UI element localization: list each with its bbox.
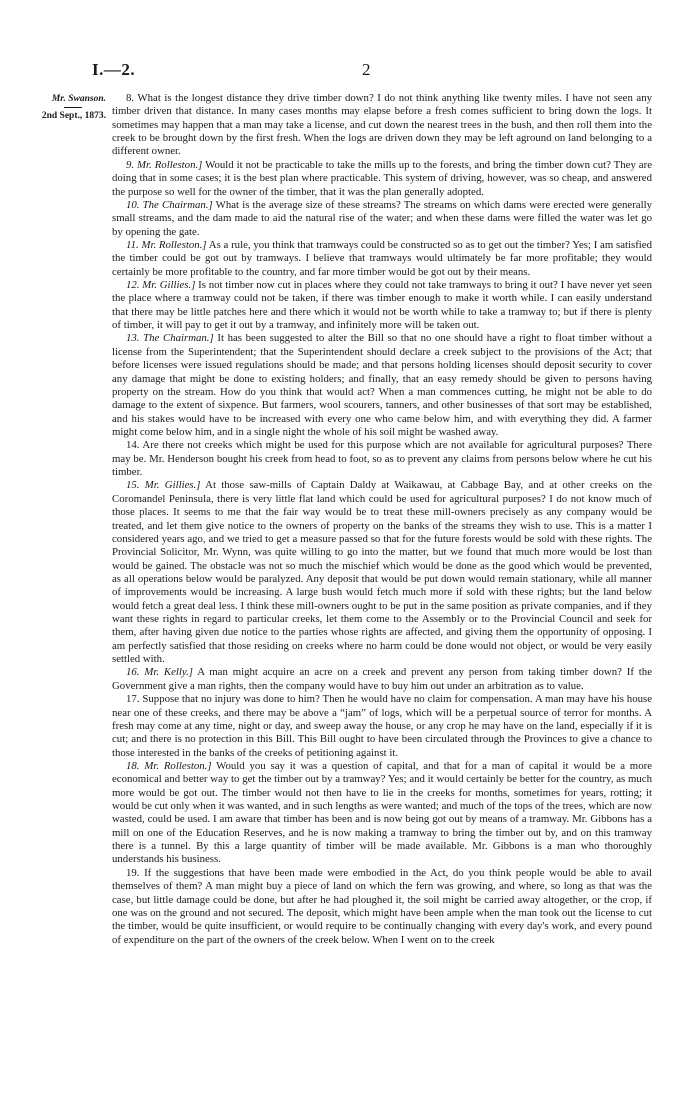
paragraph — [112, 279, 652, 332]
speaker: 16. Mr. Kelly.] — [126, 666, 193, 679]
paragraph — [112, 92, 652, 159]
margin-note — [26, 94, 106, 121]
question-text: 19. If the suggestions that have been made were embodied in the Act, do you think people would be able to avail themselves of them? A man might buy a piece of land on which the fern was growing, and where, so long as that was the case, but little damage could be done, but after he had ploughed it, the soil might be carried away altogether, or the crop, if one was on the ground and not secured. The deposit, which might have been ample when the man took out the license to cut the timber, would be quite insufficient, or would require to be continually changing with every day's work, and every pound of expenditure on the part of the owners of the creek below. When I went on to the creek — [112, 866, 652, 946]
page-header — [92, 60, 632, 80]
question-text: 17. Suppose that no injury was done to him? Then he would have no claim for compensation. A man may have his house near one of these creeks, and there may be above a “jam” of logs, which will be a perpetual source of terror for months. A fresh may come at any time, night or day, and sweep away the house, or any crop he may have on the land, especially if it is cut; and there is no protection in this Bill. This Bill ought to have been circulated through the Provinces to give a chance to those interested in the banks of the creeks of petitioning against it. — [112, 693, 652, 759]
paragraph — [112, 666, 652, 693]
speaker: 9. Mr. Rolleston.] — [126, 158, 203, 171]
paragraph — [112, 867, 652, 947]
paragraph — [112, 159, 652, 199]
paragraph — [112, 693, 652, 760]
question-text: It has been suggested to alter the Bill so that no one should have a right to float timber without a license from the Superintendent; that the Superintendent should declare a creek subject to the provisions of the Act; that before licenses were issued regulations should be made; and that persons holding licenses should deposit security to cover any damage that might be done to existing holders; and finally, that an easy remedy should be given to persons having property on the stream. How do you think that would act? When a man commences cutting, he might not be able to do damage to the extent of sixpence. But farmers, wool scourers, tanners, and other businesses of that sort may be established, and his stakes would have to be increased with every one who came below him, and with everything they did. A farmer might come below him, and in a single night the whole of his soil might be washed away. — [112, 332, 652, 438]
speaker: 11. Mr. Rolleston.] — [126, 238, 207, 251]
speaker: 18. Mr. Rolleston.] — [126, 759, 212, 772]
question-text: Would you say it was a question of capital, and that for a man of capital it would be a more economical and better way to get the timber out by a tramway? Yes; and it would certainly be better for the country, as much more would be got out. The timber would not then have to lie in the creeks for months, sometimes for years, rotting; it would be cut only when it was wanted, and in such lengths as were wanted; and much of the tops of the trees, which are now wasted, could be used. I am aware that timber has been and is now being got out by means of a tramway. Mr. Gibbons has a mill on one of the Education Reserves, and he is now making a tramway to bring the timber out by, and on this tramway there is a tunnel. By this a large quantity of timber will be made available. Mr. Gibbons is a man who thoroughly understands his business. — [112, 759, 652, 866]
evidence-body — [112, 92, 652, 947]
question-text: 8. What is the longest distance they drive timber down? I do not think anything like twenty miles. I have not seen any timber driven that distance. In many cases months may elapse before a fresh comes sufficient to bring down the logs. It sometimes may happen that a man may take a license, and cut down the nearest trees in the bush, and then roll them into the creek to be brought down by the first fresh. When the logs are driven down they may be left aground on land belonging to a different owner. — [112, 92, 652, 158]
question-text: Would it not be practicable to take the mills up to the forests, and bring the timber down cut? They are doing that in some cases; it is the best plan where practicable. This system of driving, however, was so cheap, and answered the purpose so well for the owner of the timber, that it was the plan generally adopted. — [112, 158, 652, 198]
paper-reference: I.—2. — [92, 60, 136, 79]
paragraph — [112, 239, 652, 279]
page-number: 2 — [362, 60, 371, 79]
speaker: 10. The Chairman.] — [126, 198, 213, 211]
question-text: A man might acquire an acre on a creek and prevent any person from taking timber down? If the Government give a man rights, then the company would have to buy him out under an arbitration as to value. — [112, 666, 652, 692]
question-text: 14. Are there not creeks which might be used for this purpose which are not available for agricultural purposes? There may be. Mr. Henderson bought his creek from head to foot, so as to prevent any claims from persons below where he cut his timber. — [112, 439, 652, 479]
paragraph — [112, 479, 652, 666]
speaker: 15. Mr. Gillies.] — [126, 479, 201, 492]
speaker: 12. Mr. Gillies.] — [126, 279, 196, 292]
paragraph — [112, 760, 652, 867]
question-text: As a rule, you think that tramways could be constructed so as to get out the timber? Yes; I am satisfied the timber could be got out by tramways. I believe that tramways would ultimately be far more profitable; they would certainly be more profitable to the country, and far more timber would be got out by their means. — [112, 238, 652, 278]
paragraph — [112, 439, 652, 479]
question-text: Is not timber now cut in places where they could not take tramways to bring it out? I have never yet seen the place where a tramway could not be taken, if there was timber enough to make it worth while. I can easily understand that there may be little patches here and there which it would not be worth while to take a tramway to; but if there is plenty of timber, it will pay to get it out by a tramway, and infinitely more will be taken out. — [112, 279, 652, 332]
evidence-date: 2nd Sept., 1873. — [41, 111, 106, 121]
speaker: 13. The Chairman.] — [126, 332, 214, 345]
question-text: At those saw-mills of Captain Daldy at Waikawau, at Cabbage Bay, and at other creeks on the Coromandel Peninsula, there is very little flat land which could be used for agricultural purposes? I do not know much of those places. It seems to me that the fair way would be to treat these mill-owners precisely as any company would be treated, and let them give notice to the owners of property on the banks of the streams they wish to use. This is a matter I considered years ago, and we tried to get a measure passed so that for the future forests would be sold with these rights. The Provincial Solicitor, Mr. Wynn, was quite willing to go into the matter, but we found that much more would be lost than would be gained. The obstacle was not so much the mischief which would be done as the good which would be prevented, as all operations below would be paralyzed. Any deposit that would be put down would remain stationary, while all manner of improvements would be increasing. A large bush would fetch much more if sold with these rights; but the land below would fetch a great deal less. I think these mill-owners ought to be put in the same position as private companies, and if they want these rights in regard to particular creeks, let them come to the Assembly or to the Provincial Council and seek for them, after having given due notice to the parties whose rights are affected, and giving them the opportunity of opposing. I am perfectly satisfied that those residing on creeks where no harm could be done would not object, or would be very easily settled with. — [112, 479, 652, 666]
witness-name: Mr. Swanson. — [51, 94, 106, 104]
question-text: What is the average size of these streams? The streams on which dams were erected were generally small streams, and the dam made to aid the natural rise of the water; and when these dams were filled the water was let go by opening the gate. — [112, 198, 652, 238]
paragraph — [112, 199, 652, 239]
paragraph — [112, 332, 652, 439]
margin-divider — [64, 107, 82, 108]
